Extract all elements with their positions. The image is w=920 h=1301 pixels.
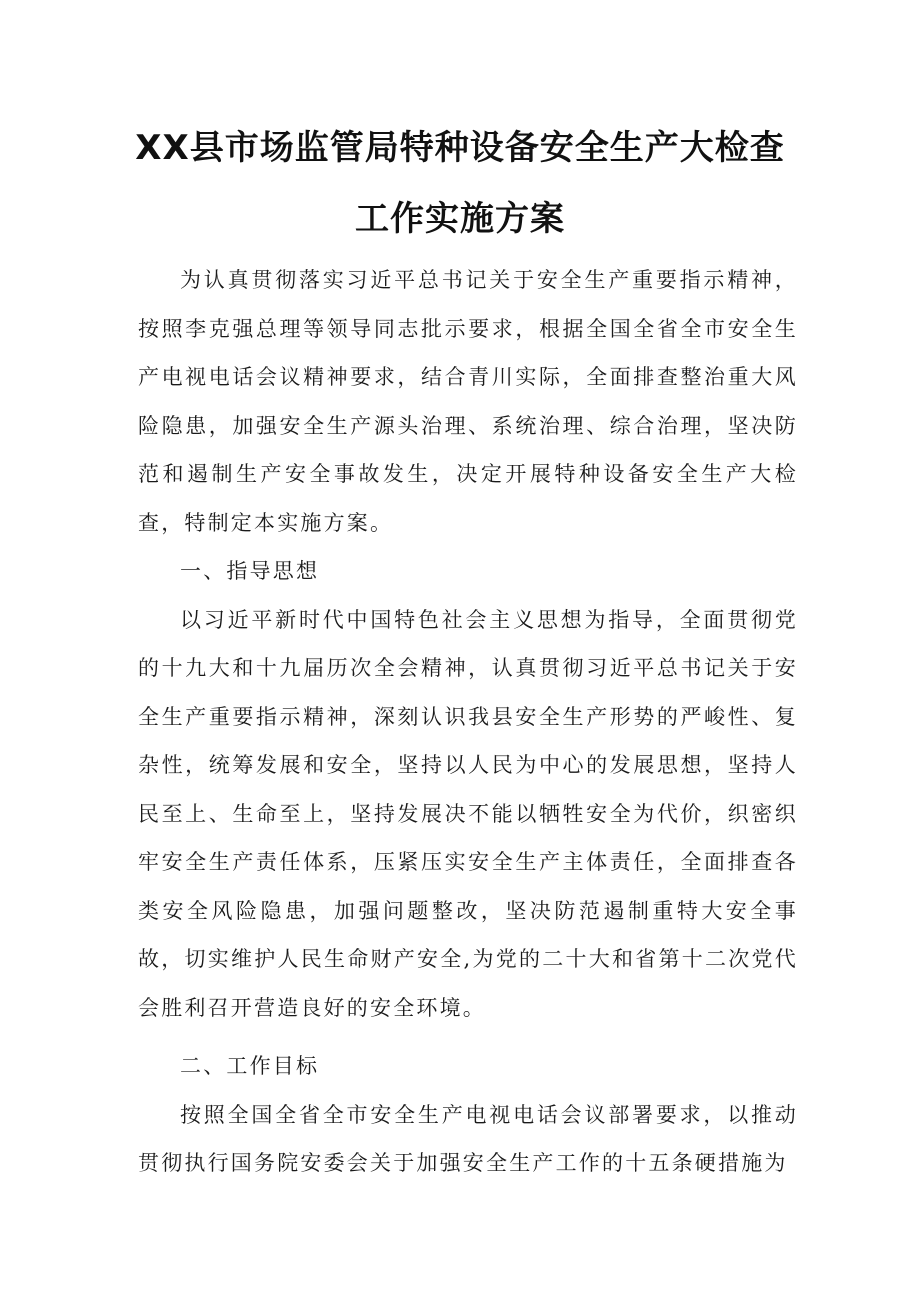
section-2-paragraph: 按照全国全省全市安全生产电视电话会议部署要求，以推动贯彻执行国务院安委会关于加强安全生产工作的十五条硬措施为 [138, 1102, 798, 1175]
section-1-heading: 一、指导思想 [180, 559, 320, 583]
section-1-paragraph: 以习近平新时代中国特色社会主义思想为指导，全面贯彻党的十九大和十九届历次全会精神，认真贯彻习近平总书记关于安全生产重要指示精神，深刻认识我县安全生产形势的严峻性、复杂性，统筹发展和安全，坚持以人民为中心的发展思想，坚持人民至上、生命至上，坚持发展决不能以牺牲安全为代价，织密织牢安全生产责任体系，压紧压实安全生产主体责任，全面排查各类安全风险隐患，加强问题整改，坚决防范遏制重特大安全事故，切实维护人民生命财产安全,为党的二十大和省第十二次党代会胜利召开营造良好的安全环境。 [138, 607, 798, 1020]
section-2-heading: 二、工作目标 [180, 1054, 320, 1078]
intro-paragraph: 为认真贯彻落实习近平总书记关于安全生产重要指示精神，按照李克强总理等领导同志批示要求，根据全国全省全市安全生产电视电话会议精神要求，结合青川实际，全面排查整治重大风险隐患，加强安全生产源头治理、系统治理、综合治理，坚决防范和遏制生产安全事故发生，决定开展特种设备安全生产大检查，特制定本实施方案。 [138, 268, 798, 535]
document-title-line-2: 工作实施方案 [355, 199, 565, 239]
document-title-line-1: XX县市场监管局特种设备安全生产大检查 [135, 128, 785, 168]
document-body [138, 256, 798, 1188]
